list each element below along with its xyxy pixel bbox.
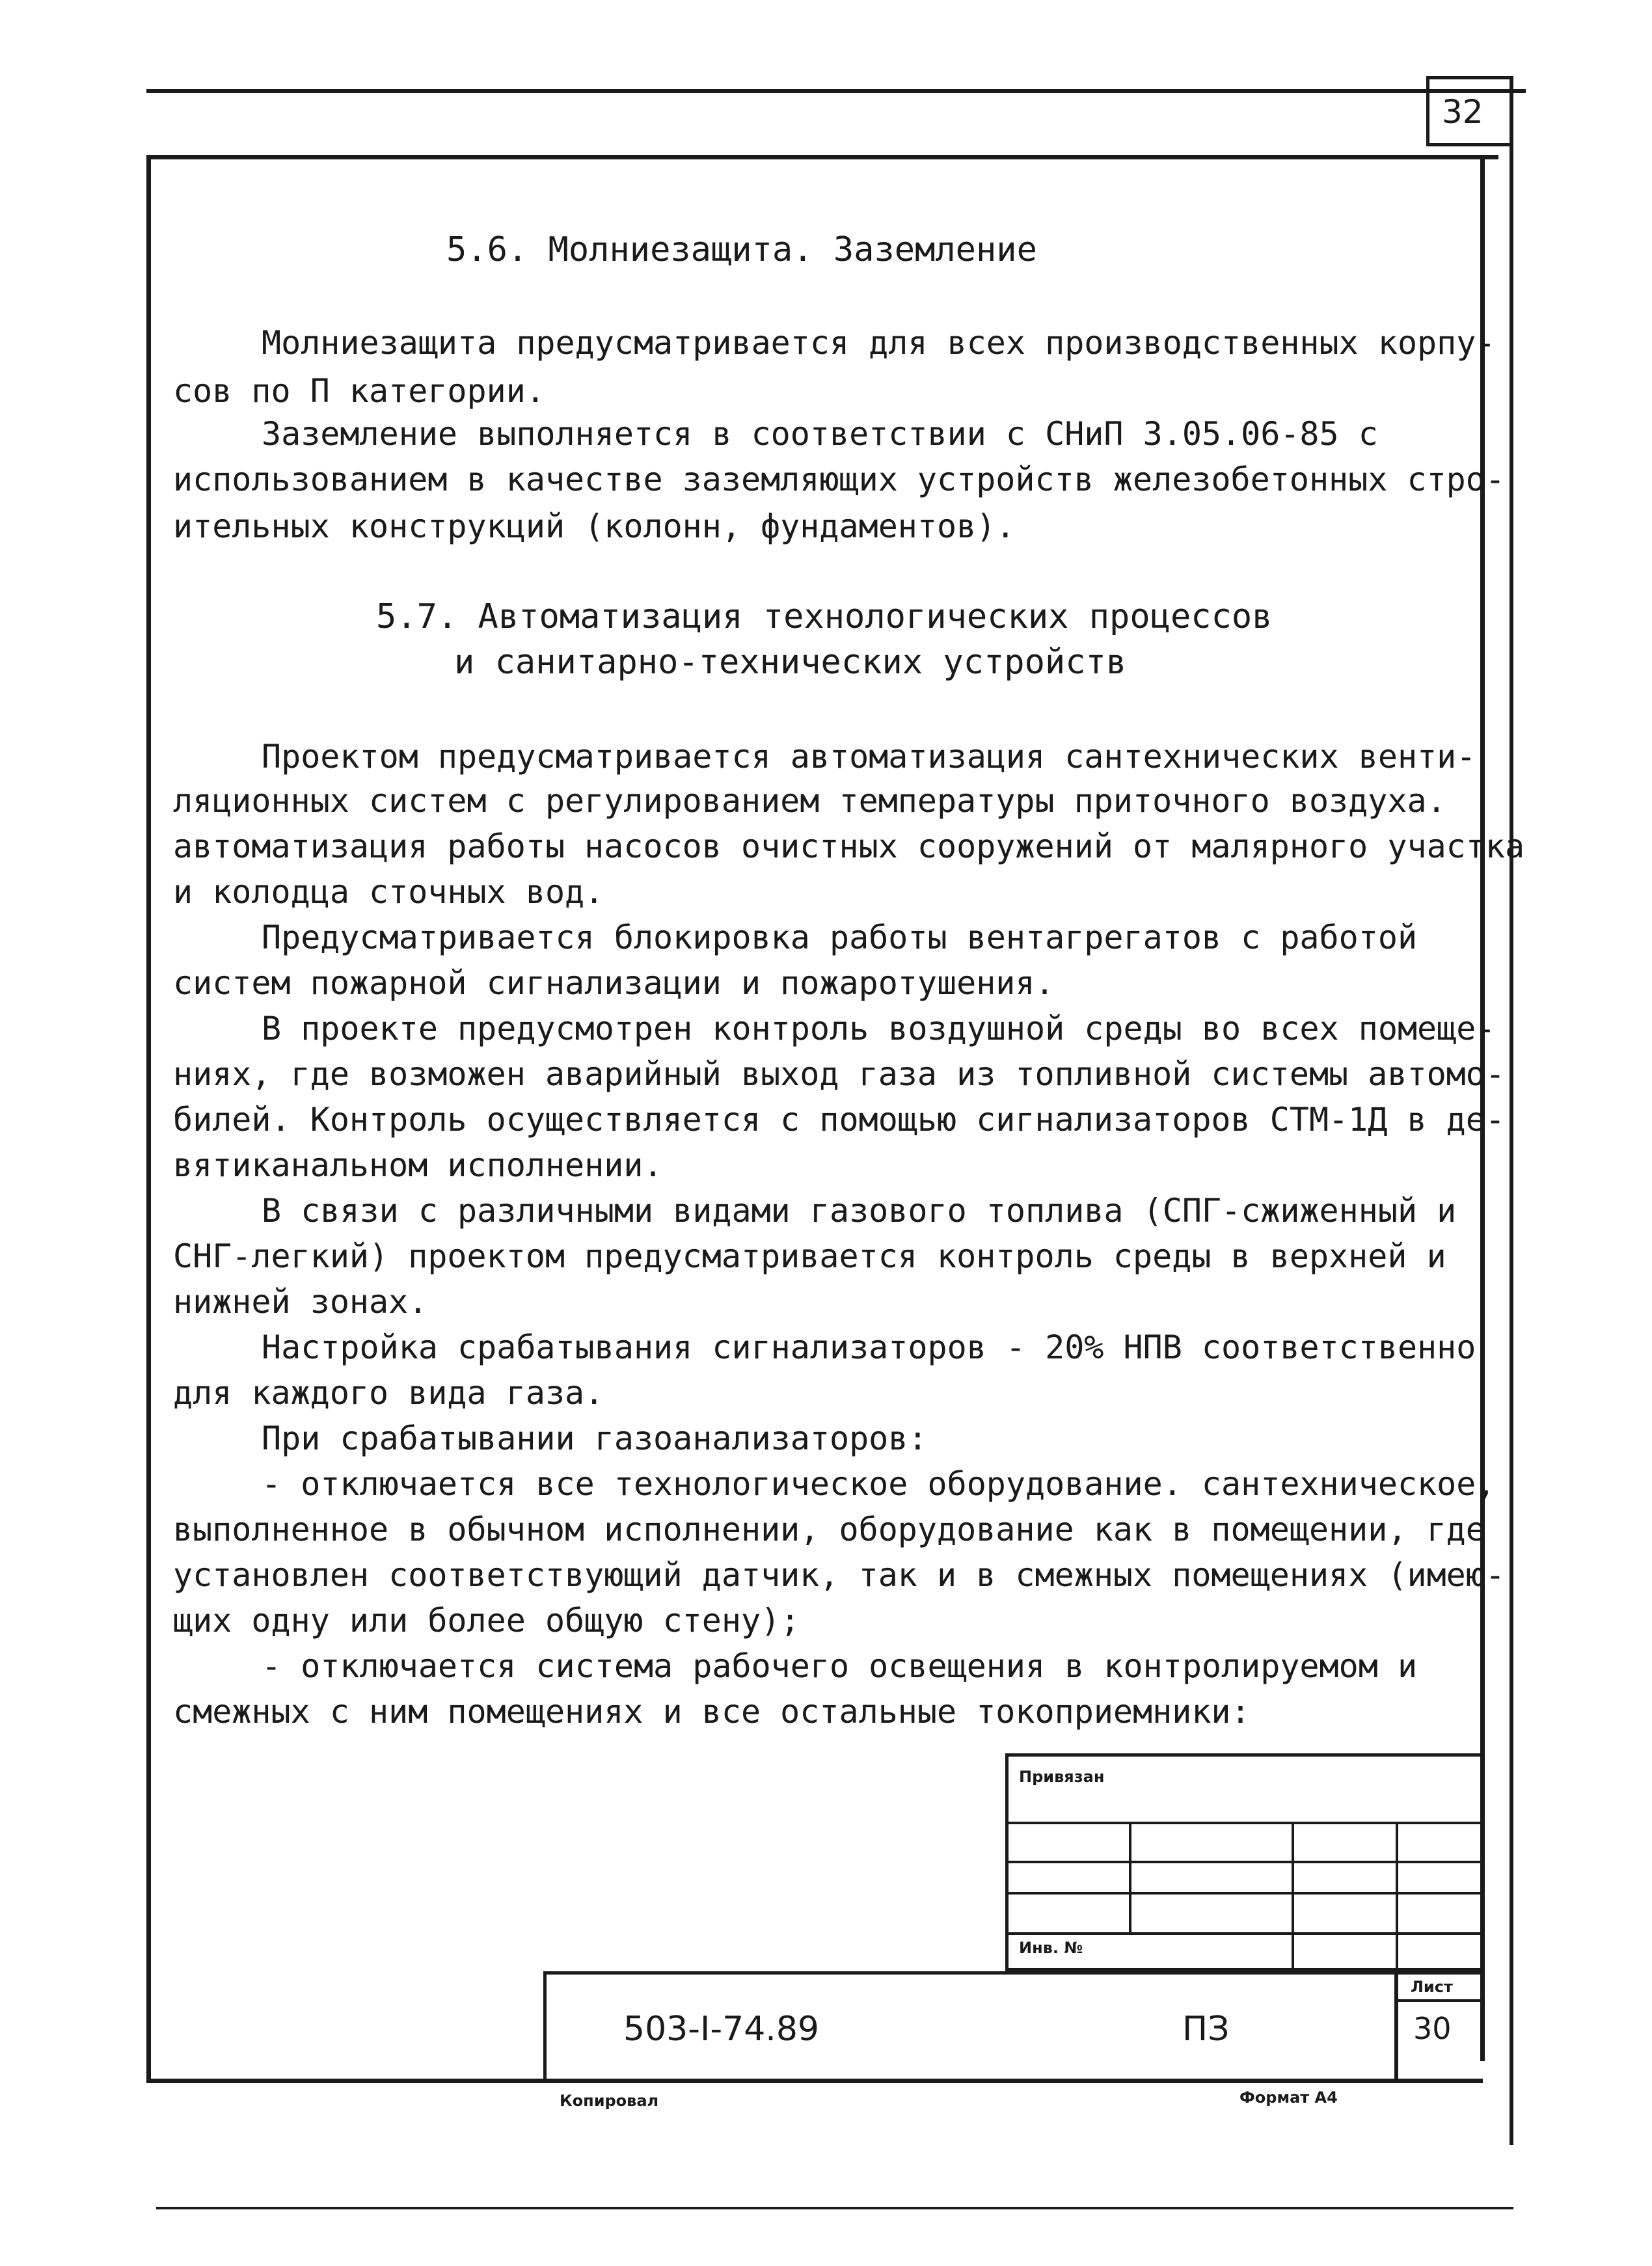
section-5-7-title-line1: 5.7. Автоматизация технологических процессов (376, 597, 1273, 636)
sheet-value: 30 (1413, 2011, 1452, 2046)
paragraph-line: Молниезащита предусматривается для всех производственных корпу- (262, 324, 1496, 362)
stamp-vline (1396, 1822, 1398, 1971)
paragraph-line: Предусматривается блокировка работы вентагрегатов с работой (262, 919, 1418, 956)
paragraph-line: систем пожарной сигнализации и пожаротушения. (173, 964, 1055, 1002)
stamp-vline (1129, 1822, 1131, 1932)
bottom-rule (156, 2207, 1513, 2209)
stamp-hline (1005, 1892, 1482, 1895)
paragraph-line: Проектом предусматривается автоматизация сантехнических венти- (262, 738, 1476, 776)
paragraph-line: использованием в качестве заземляющих устройств железобетонных стро- (173, 461, 1505, 498)
stamp-vline (1292, 1822, 1294, 1971)
paragraph-line: установлен соответствующий датчик, так и в смежных помещениях (имею- (173, 1556, 1505, 1594)
privyazan-label: Привязан (1019, 1768, 1105, 1786)
paragraph-line: - отключается все технологическое оборудование. сантехническое, (262, 1465, 1496, 1503)
paragraph-line: смежных с ним помещениях и все остальные токоприемники: (173, 1693, 1251, 1731)
frame-top (146, 155, 1498, 159)
paragraph-line: - отключается система рабочего освещения в контролируемом и (262, 1647, 1418, 1685)
paragraph-line: автоматизация работы насосов очистных сооружений от малярного участка (173, 828, 1525, 865)
document-type: ПЗ (1182, 2010, 1230, 2049)
title-block-vline (1394, 1971, 1398, 2082)
sheet-label: Лист (1411, 1978, 1453, 1996)
paragraph-line: СНГ-легкий) проектом предусматривается контроль среды в верхней и (173, 1237, 1446, 1275)
paragraph-line: выполненное в обычном исполнении, оборудование как в помещении, где (173, 1511, 1485, 1548)
document-code: 503-I-74.89 (623, 2010, 819, 2049)
sheet-number: 32 (1442, 93, 1483, 131)
copied-by-label: Копировал (560, 2092, 659, 2110)
paragraph-line: ниях, где возможен аварийный выход газа из топливной системы автомо- (173, 1055, 1505, 1093)
paragraph-line: В проекте предусмотрен контроль воздушной среды во всех помеще- (262, 1010, 1496, 1047)
paragraph-line: вятиканальном исполнении. (173, 1146, 663, 1184)
paragraph-line: ляционных систем с регулированием температуры приточного воздуха. (173, 782, 1446, 820)
paragraph-line: ительных конструкций (колонн, фундаментов). (173, 507, 1016, 545)
title-block-hline (1394, 1999, 1482, 2002)
inv-number-label: Инв. № (1019, 1939, 1083, 1957)
section-5-6-title: 5.6. Молниезащита. Заземление (446, 230, 1037, 269)
paragraph-line: билей. Контроль осуществляется с помощью сигнализаторов СТМ-1Д в де- (173, 1101, 1505, 1139)
paragraph-line: нижней зонах. (173, 1283, 428, 1321)
section-5-7-title-line2: и санитарно-технических устройств (454, 643, 1127, 682)
paragraph-line: При срабатывании газоанализаторов: (262, 1420, 928, 1457)
paragraph-line: Заземление выполняется в соответствии с СНиП 3.05.06-85 с (262, 415, 1378, 453)
paragraph-line: В связи с различными видами газового топлива (СПГ-сжиженный и (262, 1192, 1457, 1230)
frame-left (146, 155, 151, 2081)
outer-right-rule (1510, 76, 1513, 2145)
format-label: Формат А4 (1239, 2088, 1338, 2107)
paragraph-line: щих одну или более общую стену); (173, 1602, 800, 1639)
paragraph-line: сов по П категории. (173, 372, 545, 410)
paragraph-line: Настройка срабатывания сигнализаторов - 20% НПВ соответственно (262, 1329, 1476, 1366)
stamp-hline (1005, 1822, 1482, 1824)
top-rule (146, 89, 1526, 93)
stamp-hline (1005, 1932, 1482, 1935)
stamp-hline (1005, 1861, 1482, 1863)
paragraph-line: и колодца сточных вод. (173, 873, 604, 911)
paragraph-line: для каждого вида газа. (173, 1374, 604, 1412)
